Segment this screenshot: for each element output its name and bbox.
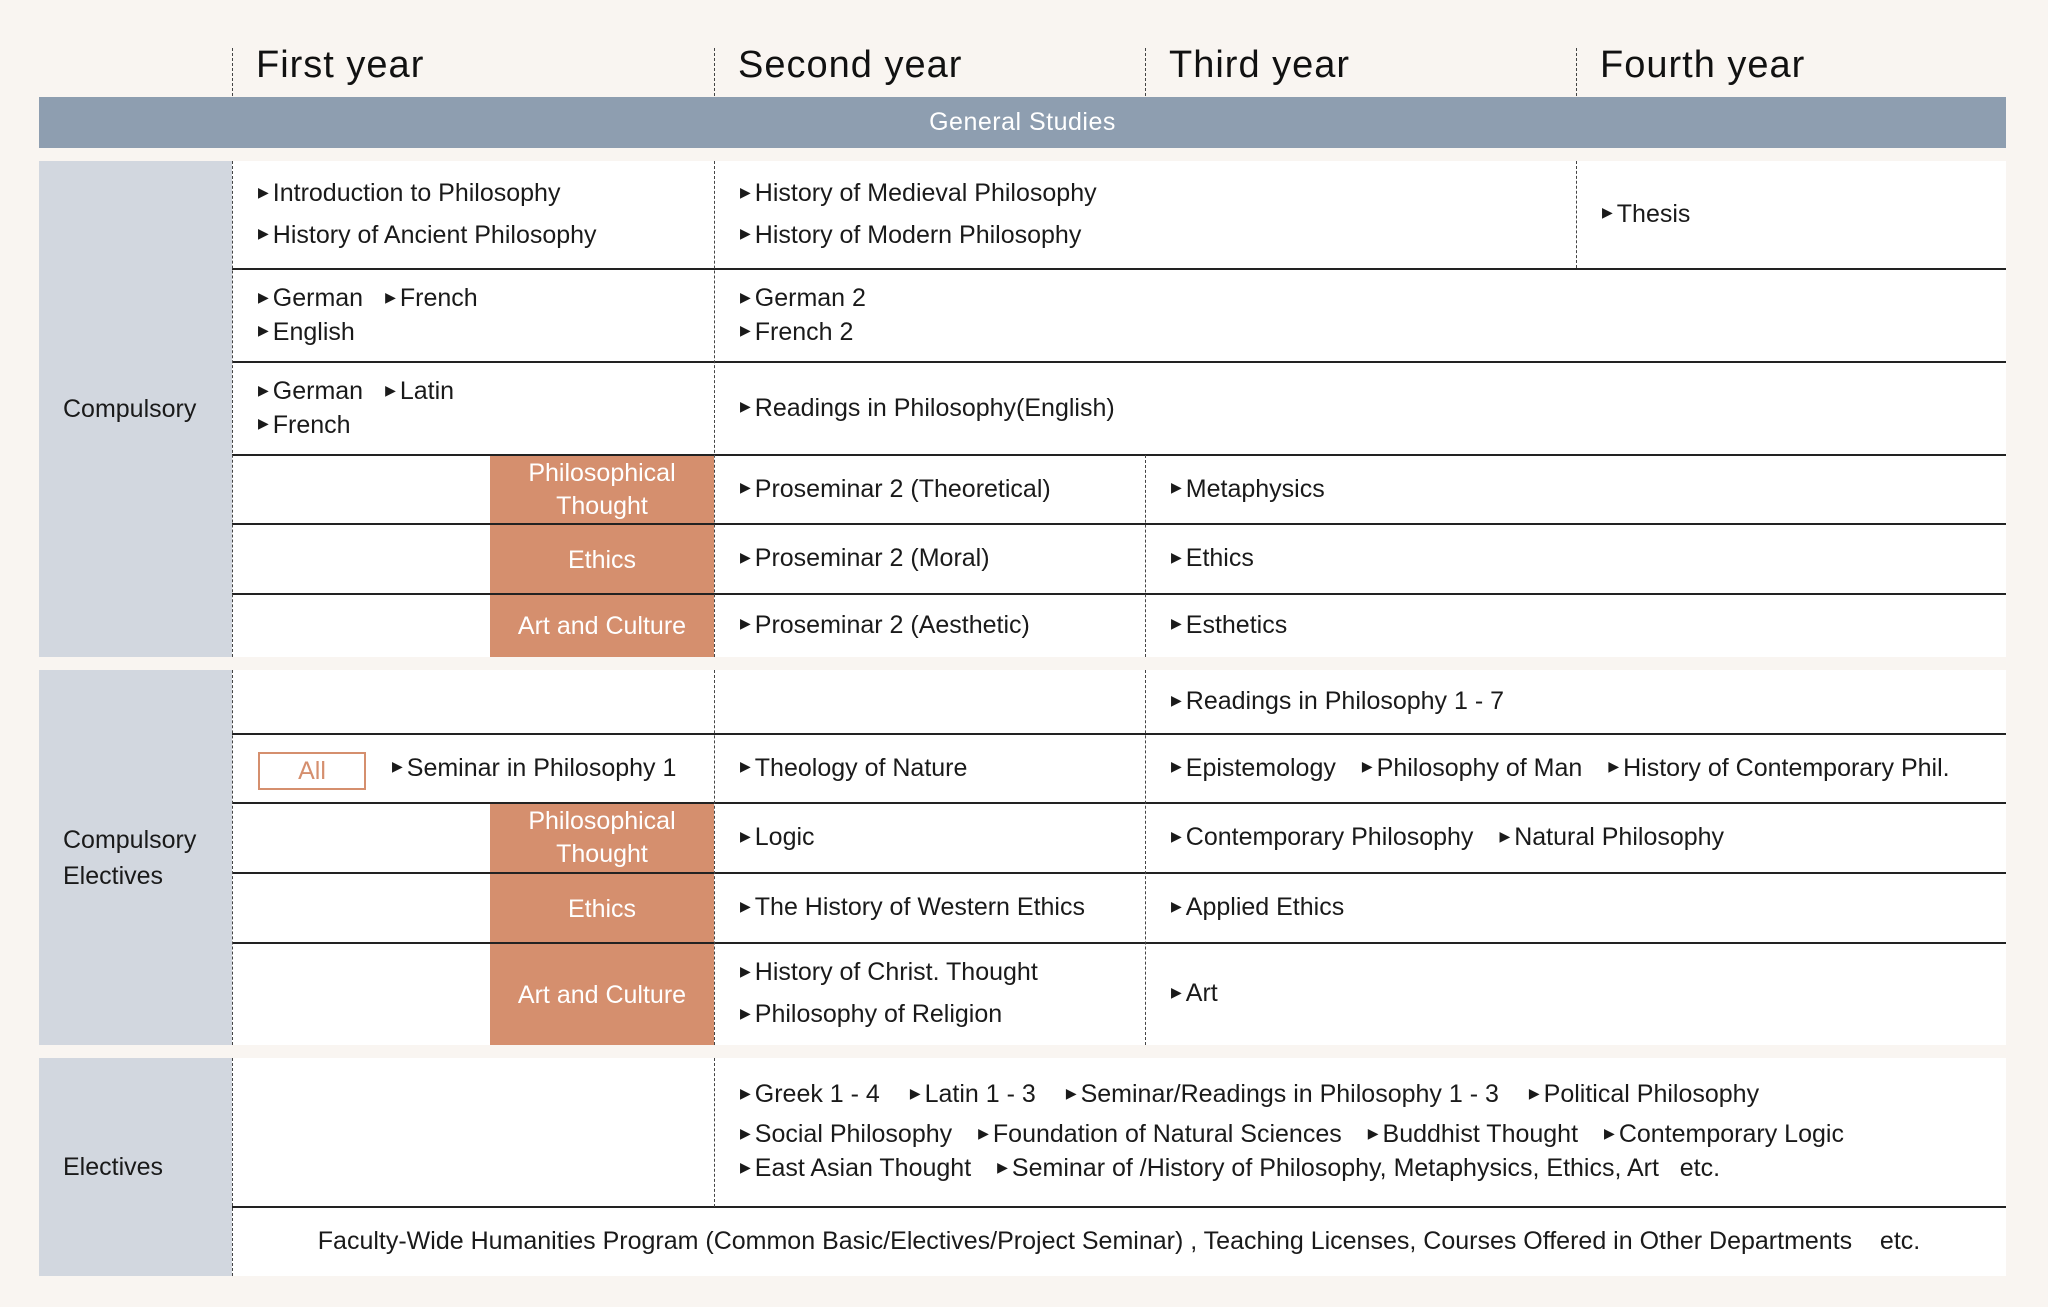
course-item: ▶ Seminar in Philosophy 1 xyxy=(392,748,676,790)
divider xyxy=(714,161,715,657)
group-label-text: Electives xyxy=(63,1153,164,1181)
course-cell xyxy=(258,362,454,455)
divider xyxy=(232,161,233,657)
course-item: ▶ Latin xyxy=(385,375,454,409)
course-cell xyxy=(1171,670,1504,734)
course-item: ▶ Esthetics xyxy=(1171,605,1287,647)
header-fourth-year: Fourth year xyxy=(1600,44,1806,86)
course-item: ▶ Seminar/Readings in Philosophy 1 - 3 xyxy=(1066,1075,1499,1114)
course-item: ▶ Thesis xyxy=(1602,194,1690,236)
course-item: ▶ German xyxy=(258,282,363,316)
row-divider xyxy=(232,872,2006,874)
course-cell xyxy=(740,943,1038,1045)
course-item: ▶ Social Philosophy xyxy=(740,1118,952,1152)
course-item: ▶ French xyxy=(385,282,478,316)
divider xyxy=(1576,161,1577,268)
category-philosophical-thought xyxy=(490,803,714,873)
course-cell xyxy=(740,594,1030,657)
row-divider xyxy=(232,593,2006,595)
divider xyxy=(714,1058,715,1207)
group-label-text: Compulsory xyxy=(63,395,197,423)
divider xyxy=(232,670,233,1045)
course-item: ▶ Foundation of Natural Sciences xyxy=(978,1118,1342,1152)
course-cell xyxy=(1602,161,1690,268)
course-item: ▶ Political Philosophy xyxy=(1529,1075,1759,1114)
category-art-and-culture xyxy=(490,945,714,1045)
course-cell xyxy=(258,269,478,362)
course-item: ▶ Natural Philosophy xyxy=(1499,817,1724,859)
course-item: ▶ Greek 1 - 4 xyxy=(740,1075,880,1114)
header-third-year: Third year xyxy=(1169,44,1351,86)
course-item: ▶ Proseminar 2 (Theoretical) xyxy=(740,469,1051,511)
course-item: ▶ French 2 xyxy=(740,316,866,350)
course-item: ▶ The History of Western Ethics xyxy=(740,887,1085,929)
footer-text: Faculty-Wide Humanities Program (Common Basic/Electives/Project Seminar) , Teaching Licenses, Courses Offered in Other Departments etc. xyxy=(317,1227,1921,1255)
course-item: ▶ Contemporary Logic xyxy=(1604,1118,1844,1152)
course-item: ▶ Applied Ethics xyxy=(1171,887,1344,929)
course-item: ▶ Metaphysics xyxy=(1171,469,1325,511)
course-cell xyxy=(740,455,1051,524)
course-item: ▶ Ethics xyxy=(1171,538,1254,580)
course-item: ▶ Seminar of /History of Philosophy, Metaphysics, Ethics, Art etc. xyxy=(997,1152,1720,1186)
divider xyxy=(1145,455,1146,657)
course-item: ▶ Art xyxy=(1171,973,1218,1015)
course-cell xyxy=(1171,873,1344,943)
course-item: ▶ History of Contemporary Phil. xyxy=(1608,748,1949,790)
course-item: ▶ German 2 xyxy=(740,282,866,316)
divider xyxy=(232,48,233,96)
electives-cell xyxy=(740,1075,1844,1195)
course-cell xyxy=(740,873,1085,943)
course-cell xyxy=(1171,455,1325,524)
course-cell xyxy=(258,161,597,268)
category-label: Thought xyxy=(556,840,648,868)
course-item: ▶ Theology of Nature xyxy=(740,748,967,790)
category-ethics xyxy=(490,875,714,943)
course-item: ▶ Introduction to Philosophy xyxy=(258,173,597,215)
row-divider xyxy=(232,454,2006,456)
course-item: ▶ History of Christ. Thought xyxy=(740,952,1038,994)
course-item: ▶ Readings in Philosophy(English) xyxy=(740,388,1115,430)
category-ethics xyxy=(490,526,714,594)
group-label-text: Compulsory xyxy=(63,825,197,854)
course-cell xyxy=(1171,943,1218,1045)
course-item: ▶ Contemporary Philosophy xyxy=(1171,817,1473,859)
course-cell xyxy=(392,734,676,803)
course-item: ▶ Epistemology xyxy=(1171,748,1336,790)
category-label: Thought xyxy=(556,491,648,520)
course-cell xyxy=(1171,803,1724,873)
course-item: ▶ Proseminar 2 (Moral) xyxy=(740,538,990,580)
course-cell xyxy=(1171,594,1287,657)
course-item: ▶ English xyxy=(258,316,478,350)
course-cell xyxy=(1171,524,1254,594)
category-label: Art and Culture xyxy=(517,612,687,640)
general-studies-bar: General Studies xyxy=(39,97,2006,148)
divider xyxy=(1145,48,1146,96)
course-item: ▶ Buddhist Thought xyxy=(1368,1118,1578,1152)
course-cell xyxy=(740,734,967,803)
group-label-electives xyxy=(39,1058,232,1276)
category-label: Ethics xyxy=(567,545,637,574)
row-divider xyxy=(232,942,2006,944)
course-cell xyxy=(740,362,1115,455)
divider xyxy=(714,48,715,96)
electives-footer xyxy=(232,1207,2006,1276)
course-item: ▶ East Asian Thought xyxy=(740,1152,971,1186)
divider xyxy=(1576,48,1577,96)
divider xyxy=(714,670,715,1045)
course-cell xyxy=(740,269,866,362)
course-item: ▶ Readings in Philosophy 1 - 7 xyxy=(1171,681,1504,723)
category-label: Philosophical xyxy=(528,458,676,487)
course-item: ▶ History of Ancient Philosophy xyxy=(258,215,597,257)
category-label: Ethics xyxy=(567,894,637,923)
course-item: ▶ German xyxy=(258,375,363,409)
course-item: ▶ Latin 1 - 3 xyxy=(910,1075,1036,1114)
course-item: ▶ Proseminar 2 (Aesthetic) xyxy=(740,605,1030,647)
category-art-and-culture xyxy=(490,596,714,657)
group-label-compulsory-electives xyxy=(39,670,232,1045)
course-item: ▶ Philosophy of Man xyxy=(1362,748,1582,790)
course-item: ▶ History of Modern Philosophy xyxy=(740,215,1097,257)
divider xyxy=(1145,670,1146,1045)
category-label: Art and Culture xyxy=(517,980,687,1009)
course-item: ▶ Philosophy of Religion xyxy=(740,994,1038,1036)
header-first-year: First year xyxy=(256,44,425,86)
row-divider xyxy=(232,523,2006,525)
course-item: ▶ French xyxy=(258,409,454,443)
header-second-year: Second year xyxy=(738,44,963,86)
course-cell xyxy=(740,803,815,873)
group-label-text: Electives xyxy=(63,861,164,890)
course-cell xyxy=(740,524,990,594)
course-item: ▶ Logic xyxy=(740,817,815,859)
category-label: Philosophical xyxy=(528,807,676,835)
row-divider xyxy=(232,361,2006,363)
course-cell xyxy=(740,161,1097,268)
course-item: ▶ History of Medieval Philosophy xyxy=(740,173,1097,215)
category-philosophical-thought xyxy=(490,455,714,524)
row-divider xyxy=(232,268,2006,270)
group-label-compulsory xyxy=(39,161,232,657)
course-cell xyxy=(1171,734,1950,803)
all-badge: All xyxy=(258,752,366,790)
